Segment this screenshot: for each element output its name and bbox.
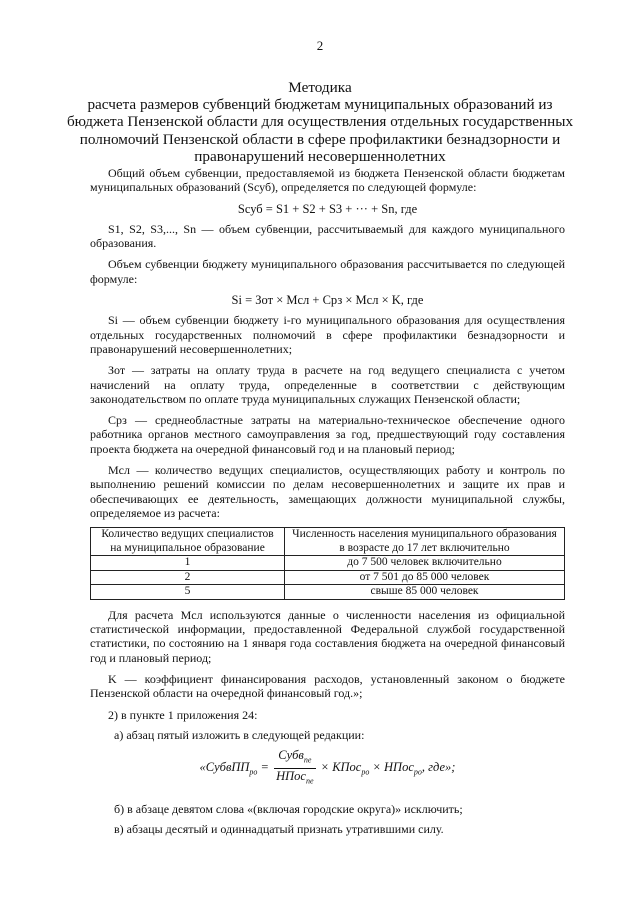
formula-den-sub: пе — [305, 776, 314, 786]
formula-rest-sub: ро — [361, 767, 370, 777]
formula-denominator — [274, 769, 315, 789]
paragraph-s-definition: S1, S2, S3,..., Sn — объем субвенции, рассчитываемый для каждого муниципального образования. — [90, 221, 565, 251]
document-body — [90, 166, 565, 843]
formula-tail: , где»; — [421, 759, 456, 774]
paragraph-total-subvention: Общий объем субвенции, предоставляемой из бюджета Пензенской области бюджетам муниципальных образований (Sсуб), определяется по следующей формуле: — [90, 166, 565, 195]
table-row — [91, 570, 565, 585]
table-cell: от 7 501 до 85 000 человек — [285, 570, 565, 585]
paragraph-si-definition: Si — объем субвенции бюджету i-го муниципального образования для осуществления отдельных государственных полномочий в сфере профилактики безнадзорности и правонарушений несовершеннолетних; — [90, 313, 565, 356]
table-cell: 5 — [91, 585, 285, 600]
paragraph-srz-definition: Срз — среднеобластные затраты на материально-техническое обеспечение одного работника органов местного самоуправления за год, предшествующий году составления проекта бюджета на очередной финансовый год и на плановый период; — [90, 413, 565, 456]
amendment-item-b: б) в абзаце девятом слова «(включая городские округа)» исключить; — [114, 802, 463, 817]
amendment-item-c: в) абзацы десятый и одиннадцатый признать утратившими силу. — [114, 822, 444, 837]
formula-rest2: × НПос — [369, 759, 414, 774]
formula-den-text: НПос — [276, 768, 306, 783]
formula-lhs-sub: ро — [249, 767, 258, 777]
document-title-block — [60, 79, 580, 165]
amendment-item-a: а) абзац пятый изложить в следующей редакции: — [114, 727, 365, 742]
formula-num-sub: пе — [303, 755, 312, 765]
table-row — [91, 556, 565, 571]
formula-numerator — [274, 748, 315, 769]
paragraph-municipal-subvention: Объем субвенции бюджету муниципального образования рассчитывается по следующей формуле: — [90, 257, 565, 286]
table-header-cell: Численность населения муниципального образования в возрасте до 17 лет включительно — [285, 528, 565, 556]
formula-eq: = — [257, 759, 273, 774]
document-title: Методика — [288, 79, 352, 96]
table-header-row — [91, 528, 565, 556]
formula-municipal: Si = Зот × Мсл + Срз × Мсл × K, где — [231, 293, 424, 308]
page-number: 2 — [316, 38, 324, 53]
formula-lhs: «СубвПП — [199, 759, 250, 774]
formula-total: Sсуб = S1 + S2 + S3 + ··· + Sn, где — [237, 201, 418, 216]
formula-num-text: Субв — [278, 748, 304, 763]
amendment-item-2: 2) в пункте 1 приложения 24: — [108, 707, 258, 722]
table-header-cell: Количество ведущих специалистов на муниципальное образование — [91, 528, 285, 556]
table-row — [91, 585, 565, 600]
formula-rest: × КПос — [317, 759, 362, 774]
paragraph-msl-definition: Мсл — количество ведущих специалистов, осуществляющих работу и контроль по выполнению решений комиссии по делам несовершеннолетних и защите их прав и обеспечивающих ее деятельность, замещающих должности муниципальной службы, определяемое из расчета: — [90, 463, 565, 520]
table-cell: 2 — [91, 570, 285, 585]
specialists-table — [90, 527, 565, 600]
paragraph-zot-definition: Зот — затраты на оплату труда в расчете на год ведущего специалиста с учетом начислений на оплату труда, определенные в соответствии с действующим законодательством по оплате труда муниципальных служащих Пензенской области; — [90, 363, 565, 406]
formula-fraction — [274, 748, 315, 788]
table-cell: до 7 500 человек включительно — [285, 556, 565, 571]
document-subtitle: расчета размеров субвенций бюджетам муниципальных образований из бюджета Пензенской области для осуществления отдельных государственных полномочий Пензенской области в сфере профилактики безнадзорности и правонарушений несовершеннолетних — [66, 96, 574, 165]
table-cell: свыше 85 000 человек — [285, 585, 565, 600]
paragraph-k-definition: K — коэффициент финансирования расходов, установленный законом о бюджете Пензенской области на очередной финансовый год.»; — [90, 671, 565, 701]
formula-amendment — [90, 748, 565, 788]
table-cell: 1 — [91, 556, 285, 571]
formula-rest2-sub: ро — [413, 767, 422, 777]
paragraph-msl-data-source: Для расчета Мсл используются данные о численности населения из официальной статистической информации, предоставленной Федеральной службой государственной статистики, по состоянию на 1 января года составления бюджета на очередной финансовый год и плановый период; — [90, 607, 565, 665]
